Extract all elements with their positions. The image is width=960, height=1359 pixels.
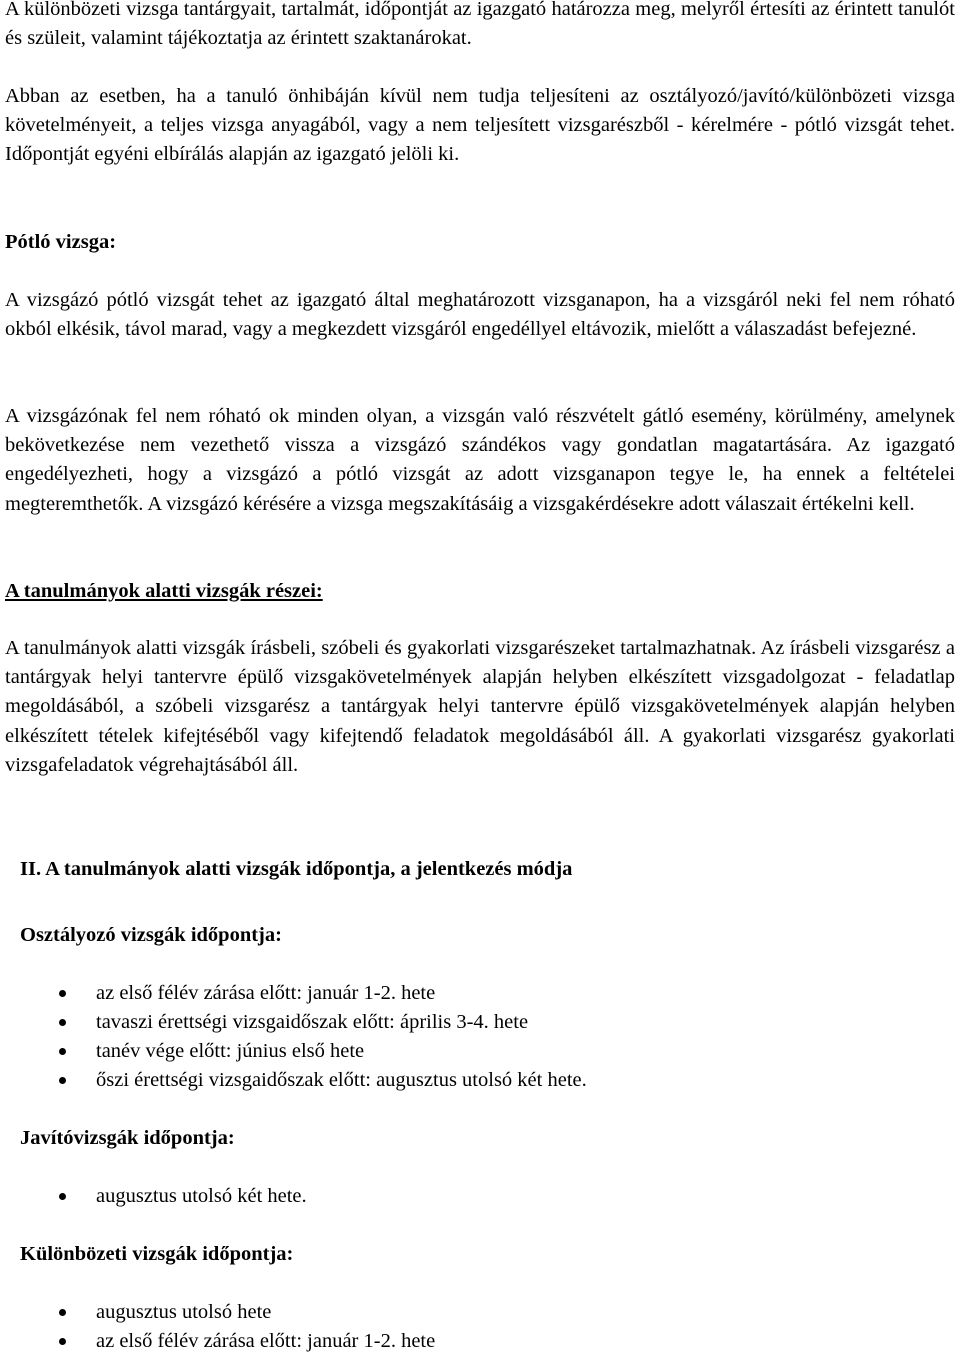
heading-vizsgak-reszei: A tanulmányok alatti vizsgák részei:: [5, 580, 323, 602]
list-item-text: tanév vége előtt: június első hete: [96, 1040, 365, 1062]
list-item: [0, 979, 940, 1008]
list-item: [0, 1037, 940, 1066]
list-item: [0, 1327, 940, 1356]
heading-osztalyozo: Osztályozó vizsgák időpontja:: [20, 924, 282, 946]
list-item-text: tavaszi érettségi vizsgaidőszak előtt: április 3-4. hete: [96, 1011, 529, 1033]
paragraph-potlo-description: A vizsgázó pótló vizsgát tehet az igazgató által meghatározott vizsganapon, ha a vizsgáról neki fel nem róható okból elkésik, távol marad, vagy a megkezdett vizsgáról engedéllyel eltávozik, mielőtt a válaszadást befejezné.: [5, 289, 955, 341]
heading-potlo-vizsga: Pótló vizsga:: [5, 231, 117, 253]
heading-section-ii: II. A tanulmányok alatti vizsgák időpontja, a jelentkezés módja: [20, 858, 573, 880]
list-item-text: az első félév zárása előtt: január 1-2. hete: [96, 982, 436, 1004]
paragraph-kulonbozeti-intro: A különbözeti vizsga tantárgyait, tartalmát, időpontját az igazgató határozza meg, melyről értesíti az érintett tanulót és szüleit, valamint tájékoztatja az érintett szaktanárokat.: [5, 0, 955, 50]
list-osztalyozo-dates: [0, 979, 940, 1095]
bullet-icon: [59, 1048, 66, 1055]
list-item-text: az első félév zárása előtt: január 1-2. hete: [96, 1330, 436, 1352]
list-item-text: augusztus utolsó két hete.: [96, 1185, 307, 1207]
bullet-icon: [59, 1077, 66, 1084]
list-item: [0, 1066, 940, 1095]
list-kulonbozeti-dates: [0, 1298, 940, 1356]
heading-kulonbozeti: Különbözeti vizsgák időpontja:: [20, 1243, 294, 1265]
bullet-icon: [59, 990, 66, 997]
paragraph-fel-nem-rohato-ok: A vizsgázónak fel nem róható ok minden olyan, a vizsgán való részvételt gátló esemény, körülmény, amelynek bekövetkezése nem vezethető vissza a vizsgázó szándékos vagy gondatlan magatartására. Az igazgató engedélyezheti, hogy a vizsgázó a pótló vizsgát az adott vizsganapon tegye le, ha ennek a feltételei megteremthetők. A vizsgázó kérésére a vizsga megszakításáig a vizsgakérdésekre adott válaszait értékelni kell.: [5, 405, 955, 515]
list-item: [0, 1008, 940, 1037]
list-javito-dates: [0, 1182, 940, 1211]
bullet-icon: [59, 1193, 66, 1200]
bullet-icon: [59, 1338, 66, 1345]
bullet-icon: [59, 1309, 66, 1316]
paragraph-potlo-conditions: Abban az esetben, ha a tanuló önhibáján kívül nem tudja teljesíteni az osztályozó/javító/különbözeti vizsga követelményeit, a teljes vizsga anyagából, vagy a nem teljesített vizsgarészből - kérelmére - pótló vizsgát tehet. Időpontját egyéni elbírálás alapján az igazgató jelöli ki.: [5, 85, 955, 166]
list-item-text: augusztus utolsó hete: [96, 1301, 272, 1323]
list-item: [0, 1182, 940, 1211]
paragraph-vizsgak-reszei: A tanulmányok alatti vizsgák írásbeli, szóbeli és gyakorlati vizsgarészeket tartalmazhatnak. Az írásbeli vizsgarész a tantárgyak helyi tantervre épülő vizsgakövetelmények alapján helyben elkészített vizsgadolgozat - feladatlap megoldásából, a szóbeli vizsgarész a tantárgyak helyi tantervre épülő vizsgakövetelmények alapján helyben elkészített tételek kifejtéséből vagy kifejtendő feladatok megoldásából áll. A gyakorlati vizsgarész gyakorlati vizsgafeladatok végrehajtásából áll.: [5, 637, 955, 776]
list-item: [0, 1298, 940, 1327]
heading-javitovizsga: Javítóvizsgák időpontja:: [20, 1127, 235, 1149]
bullet-icon: [59, 1019, 66, 1026]
list-item-text: őszi érettségi vizsgaidőszak előtt: augusztus utolsó két hete.: [96, 1069, 587, 1091]
